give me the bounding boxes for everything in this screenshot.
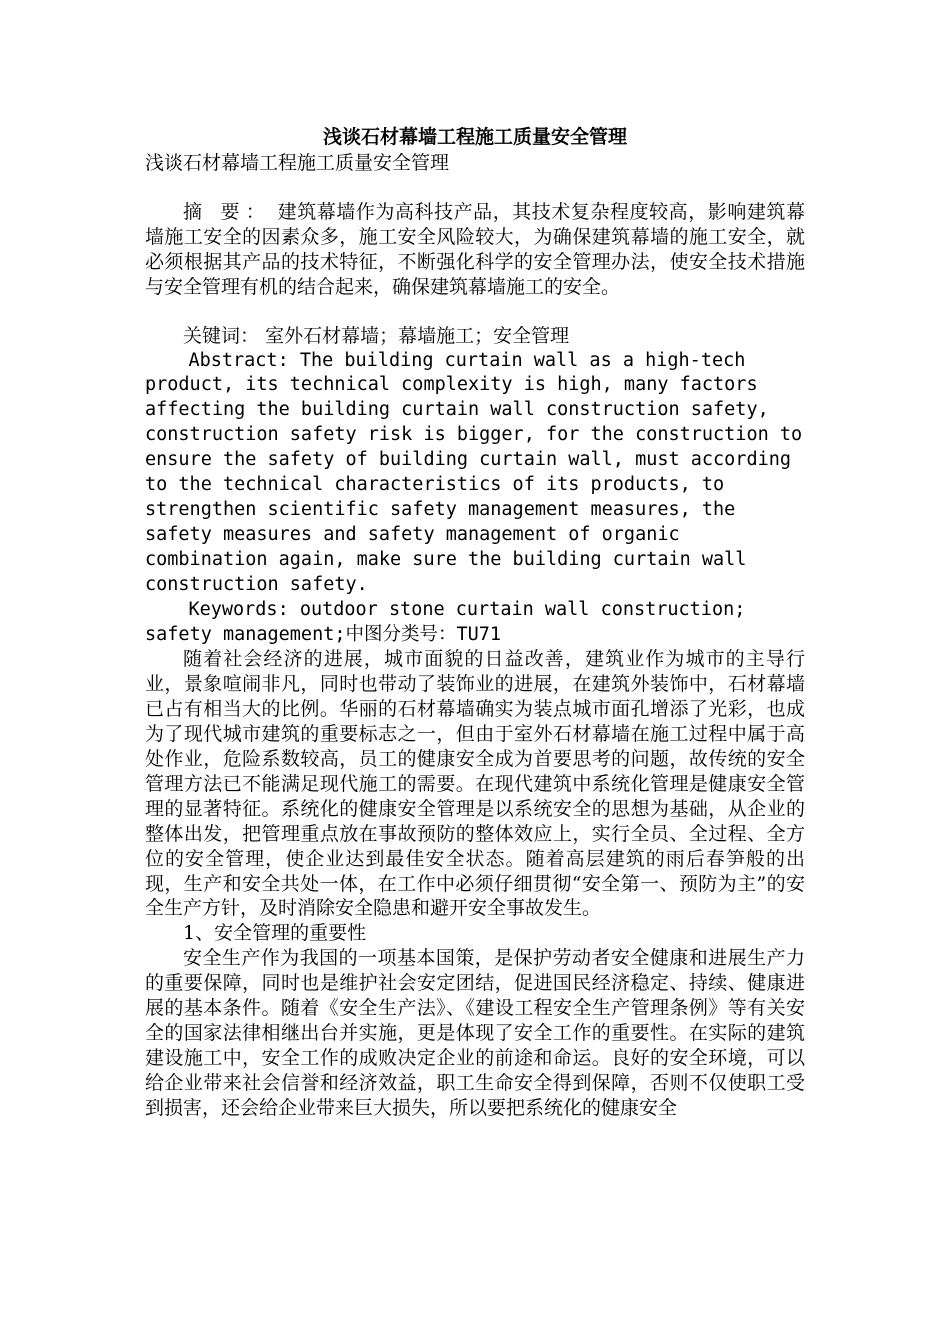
document-title: 浅谈石材幕墙工程施工质量安全管理 xyxy=(322,126,627,148)
english-abstract-line: Abstract: The building curtain wall as a high-tech xyxy=(188,349,746,371)
english-abstract-line: ensure the safety of building curtain wall, must according xyxy=(145,449,792,471)
english-abstract-line: safety measures and safety management of organic xyxy=(145,523,680,545)
document-page xyxy=(145,124,805,1121)
english-abstract-line: construction safety risk is bigger, for the construction to xyxy=(145,424,803,446)
section-heading: 1、安全管理的重要性 xyxy=(183,922,367,945)
english-abstract-line: combination again, make sure the building curtain wall xyxy=(145,548,747,570)
spacer xyxy=(145,300,805,324)
section-paragraph: 安全生产作为我国的一项基本国策，是保护劳动者安全健康和进展生产力的重要保障，同时也是维护社会安定团结，促进国民经济稳定、持续、健康进展的基本条件。随着《安全生产法》、《建设工程安全生产管理条例》等有关安全的国家法律相继出台并实施，更是体现了安全工作的重要性。在实际的建筑建设施工中，安全工作的成败决定企业的前途和命运。良好的安全环境，可以给企业带来社会信誉和经济效益，职工生命安全得到保障，否则不仅使职工受到损害，还会给企业带来巨大损失，所以要把系统化的健康安全 xyxy=(145,947,805,1119)
intro-paragraph: 随着社会经济的进展，城市面貌的日益改善，建筑业作为城市的主导行业，景象喧闹非凡，同时也带动了装饰业的进展，在建筑外装饰中，石材幕墙已占有相当大的比例。华丽的石材幕墙确实为装点城市面孔增添了光彩，也成为了现代城市建筑的重要标志之一，但由于室外石材幕墙在施工过程中属于高处作业，危险系数较高，员工的健康安全成为首要思考的问题，故传统的安全管理方法已不能满足现代施工的需要。在现代建筑中系统化管理是健康安全管理的显著特征。系统化的健康安全管理是以系统安全的思想为基础，从企业的整体出发，把管理重点放在事故预防的整体效应上，实行全员、全过程、全方位的安全管理，使企业达到最佳安全状态。随着高层建筑的雨后春笋般的出现，生产和安全共处一体，在工作中必须仔细贯彻“安全第一、预防为主”的安全生产方针，及时消除安全隐患和避开安全事故发生。 xyxy=(145,648,805,920)
english-abstract-line: product, its technical complexity is high, many factors xyxy=(145,374,758,396)
english-abstract-line: affecting the building curtain wall construction safety, xyxy=(145,399,769,421)
keywords-label: 关键词： xyxy=(183,324,260,347)
abstract-text: 建筑幕墙作为高科技产品，其技术复杂程度较高，影响建筑幕墙施工安全的因素众多，施工安全风险较大，为确保建筑幕墙的施工安全，就必须根据其产品的技术特征，不断强化科学的安全管理办法，使安全技术措施与安全管理有机的结合起来，确保建筑幕墙施工的安全。 xyxy=(145,201,805,298)
english-abstract-line: strengthen scientific safety management measures, the xyxy=(145,498,736,520)
english-keywords-line: Keywords: outdoor stone curtain wall construction; xyxy=(188,598,746,620)
spacer xyxy=(145,176,805,200)
english-abstract-line: construction safety. xyxy=(145,573,368,595)
english-abstract-line: to the technical characteristics of its products, to xyxy=(145,474,725,496)
keywords-text: 室外石材幕墙；幕墙施工；安全管理 xyxy=(265,324,570,347)
english-abstract xyxy=(145,349,805,598)
abstract-label: 摘 要： xyxy=(183,201,272,223)
chinese-keywords xyxy=(145,324,805,349)
chinese-abstract xyxy=(145,200,805,300)
english-keywords xyxy=(145,598,805,648)
english-keywords-line: safety management;中图分类号：TU71 xyxy=(145,623,502,645)
document-subtitle: 浅谈石材幕墙工程施工质量安全管理 xyxy=(145,152,450,174)
